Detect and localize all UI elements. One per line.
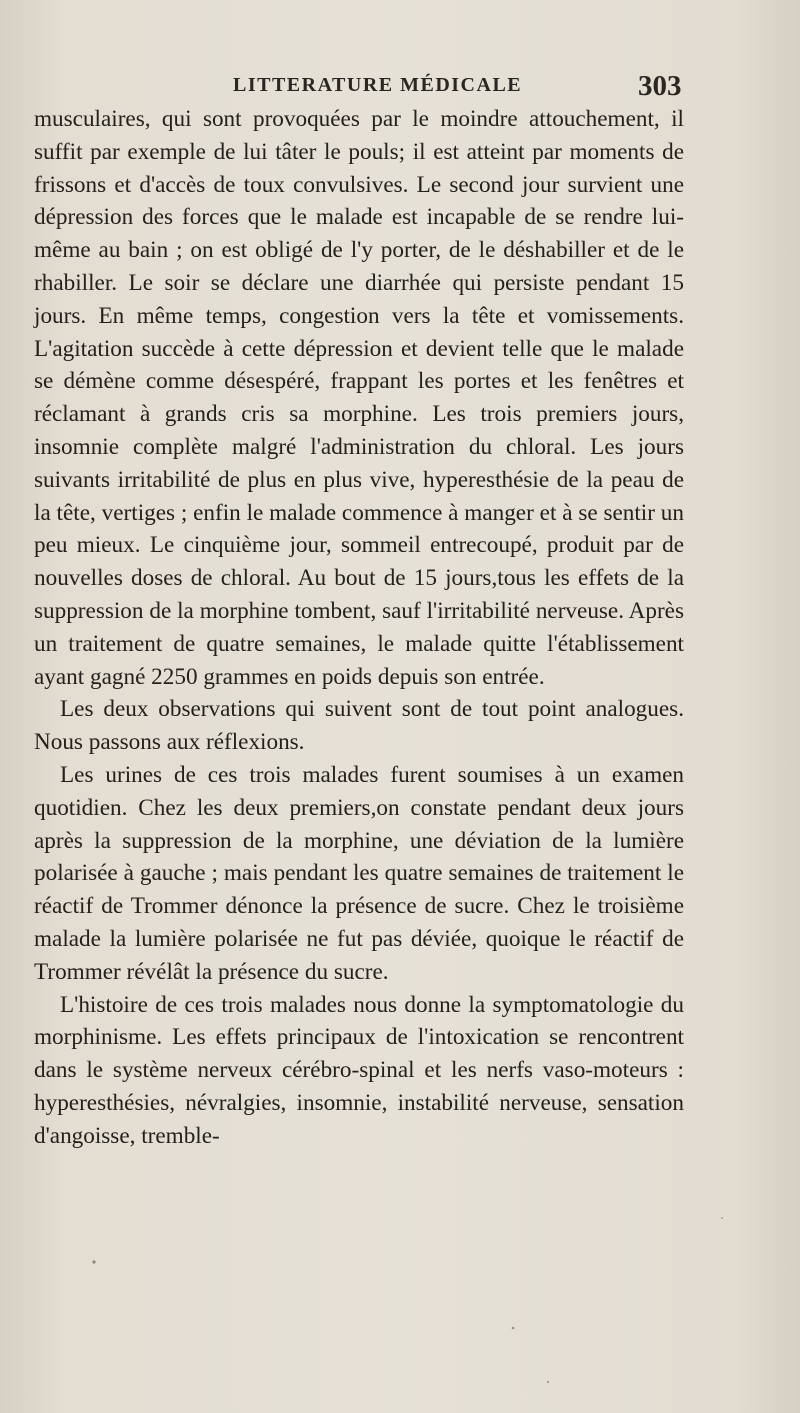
running-head: LITTERATURE MÉDICALE — [233, 74, 523, 96]
page-header — [0, 70, 800, 104]
paragraph-observations: Les deux observations qui suivent sont de tout point analogues. Nous passons aux réflexions. — [34, 696, 684, 756]
paragraph-continuation: musculaires, qui sont provoquées par le moindre attouchement, il suffit par exemple de lui tâter le pouls; il est atteint par moments de frissons et d'accès de toux convulsives. Le second jour survient une dépression des forces que le malade est incapable de se rendre lui-même au bain ; on est obligé de l'y porter, de le déshabiller et de le rhabiller. Le soir se déclare une diarrhée qui persiste pendant 15 jours. En même temps, congestion vers la tête et vomissements. L'agitation succède à cette dépression et devient telle que le malade se démène comme désespéré, frappant les portes et les fenêtres et réclamant à grands cris sa morphine. Les trois premiers jours, insomnie complète malgré l'administration du chloral. Les jours suivants irritabilité de plus en plus vive, hyperesthésie de la peau de la tête, vertiges ; enfin le malade commence à manger et à se sentir un peu mieux. Le cinquième jour, sommeil entrecoupé, produit par de nouvelles doses de chloral. Au bout de 15 jours,tous les effets de la suppression de la morphine tombent, sauf l'irritabilité nerveuse. Après un traitement de quatre semaines, le malade quitte l'établissement ayant gagné 2250 grammes en poids depuis son entrée. — [34, 106, 684, 690]
paragraph-urine-exam: Les urines de ces trois malades furent soumises à un examen quotidien. Chez les deux premiers,on constate pendant deux jours après la suppression de la morphine, une déviation de la lumière polarisée à gauche ; mais pendant les quatre semaines de traitement le réactif de Trommer dénonce la présence de sucre. Chez le troisième malade la lumière polarisée ne fut pas déviée, quoique le réactif de Trommer révélât la présence du sucre. — [34, 761, 684, 985]
page-number: 303 — [638, 70, 682, 102]
paragraph-symptomatology: L'histoire de ces trois malades nous donne la symptomatologie du morphinisme. Les effets principaux de l'intoxication se rencontrent dans le système nerveux cérébro-spinal et les nerfs vaso-moteurs : hyperesthésies, névralgies, insomnie, instabilité nerveuse, sensation d'angoisse, tremble- — [34, 991, 684, 1149]
body-text — [34, 103, 684, 1153]
